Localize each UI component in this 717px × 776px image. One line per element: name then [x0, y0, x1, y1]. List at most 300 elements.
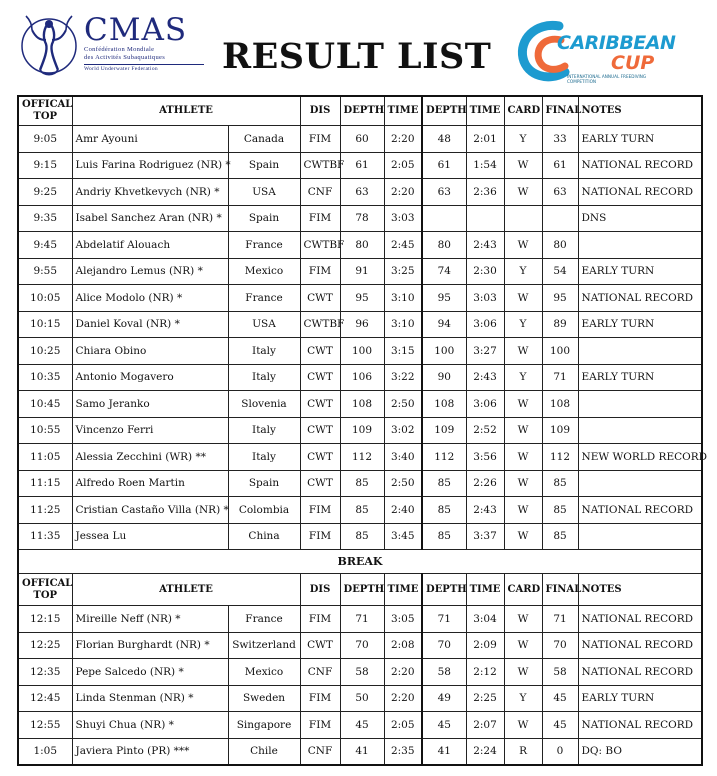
cell-depth: 50: [340, 685, 384, 712]
cell-athlete: Alejandro Lemus (NR) *: [72, 258, 228, 285]
cell-time2: 2:25: [466, 685, 504, 712]
cell-card: Y: [504, 126, 542, 153]
cell-final: 54: [542, 258, 578, 285]
cell-dis: CWTBF: [300, 311, 340, 338]
cell-top: 10:15: [18, 311, 72, 338]
table-header-row-2: [18, 574, 702, 606]
cell-time2: 3:06: [466, 391, 504, 418]
cell-depth2: 74: [422, 258, 466, 285]
cell-depth2: 49: [422, 685, 466, 712]
table-row: [18, 523, 702, 550]
cell-notes: [578, 232, 702, 259]
cell-final: 112: [542, 444, 578, 471]
cell-depth: 61: [340, 152, 384, 179]
cell-top: 11:35: [18, 523, 72, 550]
cell-final: 100: [542, 338, 578, 365]
cell-card: R: [504, 738, 542, 765]
cell-time: 3:22: [384, 364, 422, 391]
col-header-notes-2: NOTES: [578, 574, 702, 606]
col-header-depth: DEPTH: [340, 96, 384, 126]
cell-depth2: 48: [422, 126, 466, 153]
table-row: [18, 285, 702, 312]
table-row: [18, 258, 702, 285]
cell-time: 2:05: [384, 152, 422, 179]
cell-final: 108: [542, 391, 578, 418]
cell-card: W: [504, 285, 542, 312]
cell-time2: 3:27: [466, 338, 504, 365]
cell-depth: 85: [340, 470, 384, 497]
cell-depth2: 63: [422, 179, 466, 206]
table-header-row: [18, 96, 702, 126]
table-row: [18, 338, 702, 365]
cell-athlete: Isabel Sanchez Aran (NR) *: [72, 205, 228, 232]
cell-country: Canada: [228, 126, 300, 153]
cell-depth2: 61: [422, 152, 466, 179]
cell-athlete: Alfredo Roen Martin: [72, 470, 228, 497]
cell-time: 3:02: [384, 417, 422, 444]
cell-card: Y: [504, 364, 542, 391]
cell-final: 85: [542, 497, 578, 524]
cell-card: W: [504, 470, 542, 497]
cmas-subtitle-1: Confédération Mondiale: [84, 46, 155, 53]
page-title: RESULT LIST: [222, 36, 492, 77]
break-section: [18, 550, 702, 606]
table-row: [18, 311, 702, 338]
cell-time2: 2:07: [466, 712, 504, 739]
cell-top: 10:55: [18, 417, 72, 444]
table-row: [18, 685, 702, 712]
cell-country: France: [228, 606, 300, 633]
cell-top: 11:25: [18, 497, 72, 524]
cell-card: [504, 205, 542, 232]
cell-athlete: Chiara Obino: [72, 338, 228, 365]
col-header-card: CARD: [504, 96, 542, 126]
cell-top: 12:45: [18, 685, 72, 712]
cell-athlete: Mireille Neff (NR) *: [72, 606, 228, 633]
table-row: [18, 152, 702, 179]
cell-time2: 2:52: [466, 417, 504, 444]
cell-time: 3:15: [384, 338, 422, 365]
cell-time: 2:20: [384, 179, 422, 206]
cell-time: 3:05: [384, 606, 422, 633]
cell-top: 12:15: [18, 606, 72, 633]
break-label: BREAK: [18, 550, 702, 574]
cell-depth2: 70: [422, 632, 466, 659]
cell-dis: CNF: [300, 179, 340, 206]
cell-dis: CNF: [300, 738, 340, 765]
cell-final: 45: [542, 685, 578, 712]
cell-card: Y: [504, 311, 542, 338]
table-row: [18, 632, 702, 659]
cell-card: W: [504, 232, 542, 259]
cell-final: 95: [542, 285, 578, 312]
table-row: [18, 497, 702, 524]
cell-depth2: [422, 205, 466, 232]
col-header-card-2: CARD: [504, 574, 542, 606]
cell-depth: 112: [340, 444, 384, 471]
cell-country: Slovenia: [228, 391, 300, 418]
cell-depth2: 45: [422, 712, 466, 739]
cell-top: 9:45: [18, 232, 72, 259]
cell-time2: 3:04: [466, 606, 504, 633]
cell-final: [542, 205, 578, 232]
cell-athlete: Cristian Castaño Villa (NR) *: [72, 497, 228, 524]
cell-final: 58: [542, 659, 578, 686]
cell-depth2: 90: [422, 364, 466, 391]
cell-time2: 2:43: [466, 232, 504, 259]
cell-depth: 109: [340, 417, 384, 444]
cell-notes: DQ: BO: [578, 738, 702, 765]
cell-country: Colombia: [228, 497, 300, 524]
cell-notes: [578, 523, 702, 550]
col-header-time-result: TIME: [466, 96, 504, 126]
cell-time2: [466, 205, 504, 232]
cell-time: 2:50: [384, 470, 422, 497]
cell-depth: 63: [340, 179, 384, 206]
col-header-top-2: OFFICAL TOP: [18, 574, 72, 606]
page-header: [0, 0, 717, 92]
cell-dis: FIM: [300, 497, 340, 524]
cell-country: Italy: [228, 417, 300, 444]
cell-notes: NATIONAL RECORD: [578, 659, 702, 686]
group2-body: [18, 606, 702, 766]
cell-final: 71: [542, 364, 578, 391]
cell-final: 63: [542, 179, 578, 206]
cell-time2: 3:37: [466, 523, 504, 550]
col-header-depth-2: DEPTH: [340, 574, 384, 606]
cell-dis: CWTBF: [300, 232, 340, 259]
cell-depth: 96: [340, 311, 384, 338]
cell-depth: 85: [340, 523, 384, 550]
cell-depth: 78: [340, 205, 384, 232]
cell-depth2: 95: [422, 285, 466, 312]
cell-top: 10:45: [18, 391, 72, 418]
cell-time: 3:45: [384, 523, 422, 550]
cell-athlete: Samo Jeranko: [72, 391, 228, 418]
cell-card: W: [504, 338, 542, 365]
cell-athlete: Antonio Mogavero: [72, 364, 228, 391]
cell-notes: NATIONAL RECORD: [578, 632, 702, 659]
cell-athlete: Abdelatif Alouach: [72, 232, 228, 259]
cell-country: Spain: [228, 205, 300, 232]
cell-country: Switzerland: [228, 632, 300, 659]
col-header-time-result-2: TIME: [466, 574, 504, 606]
cell-final: 85: [542, 523, 578, 550]
caribbean-tagline: INTERNATIONAL ANNUAL FREEDIVING COMPETITION: [567, 74, 647, 84]
cell-country: Singapore: [228, 712, 300, 739]
table-row: [18, 126, 702, 153]
break-row: [18, 550, 702, 574]
cell-dis: CWT: [300, 444, 340, 471]
cell-notes: NATIONAL RECORD: [578, 152, 702, 179]
cell-card: W: [504, 497, 542, 524]
cmas-logo: [18, 10, 198, 84]
cell-card: W: [504, 391, 542, 418]
col-header-dis: DIS: [300, 96, 340, 126]
cell-depth: 80: [340, 232, 384, 259]
cell-time: 2:20: [384, 126, 422, 153]
cell-top: 9:55: [18, 258, 72, 285]
cell-final: 70: [542, 632, 578, 659]
col-header-final-2: FINAL: [542, 574, 578, 606]
cell-depth: 45: [340, 712, 384, 739]
cell-depth2: 112: [422, 444, 466, 471]
cell-country: Mexico: [228, 258, 300, 285]
cell-notes: [578, 391, 702, 418]
cell-athlete: Vincenzo Ferri: [72, 417, 228, 444]
cell-athlete: Shuyi Chua (NR) *: [72, 712, 228, 739]
cell-top: 11:05: [18, 444, 72, 471]
cell-time2: 2:26: [466, 470, 504, 497]
cmas-subtitle-2: des Activités Subaquatiques: [84, 54, 166, 61]
cell-time: 3:10: [384, 285, 422, 312]
table-row: [18, 738, 702, 765]
cell-dis: FIM: [300, 258, 340, 285]
cell-final: 33: [542, 126, 578, 153]
col-header-notes: NOTES: [578, 96, 702, 126]
cell-time2: 3:06: [466, 311, 504, 338]
cell-notes: EARLY TURN: [578, 685, 702, 712]
cell-time2: 3:56: [466, 444, 504, 471]
cell-final: 109: [542, 417, 578, 444]
cell-athlete: Florian Burghardt (NR) *: [72, 632, 228, 659]
table-row: [18, 391, 702, 418]
cell-card: W: [504, 632, 542, 659]
cell-depth2: 85: [422, 470, 466, 497]
table-row: [18, 364, 702, 391]
cell-notes: DNS: [578, 205, 702, 232]
cell-depth: 106: [340, 364, 384, 391]
cell-country: Spain: [228, 152, 300, 179]
table-row: [18, 712, 702, 739]
cell-final: 85: [542, 470, 578, 497]
cell-top: 1:05: [18, 738, 72, 765]
cell-dis: CWT: [300, 632, 340, 659]
cell-card: W: [504, 417, 542, 444]
cell-card: W: [504, 152, 542, 179]
cell-dis: CWT: [300, 285, 340, 312]
cell-card: Y: [504, 685, 542, 712]
cell-athlete: Luis Farina Rodriguez (NR) *: [72, 152, 228, 179]
cell-country: Spain: [228, 470, 300, 497]
cell-time: 3:25: [384, 258, 422, 285]
cell-notes: EARLY TURN: [578, 364, 702, 391]
cell-depth: 91: [340, 258, 384, 285]
cell-dis: CWT: [300, 470, 340, 497]
cell-notes: NATIONAL RECORD: [578, 285, 702, 312]
cell-card: Y: [504, 258, 542, 285]
cell-top: 9:35: [18, 205, 72, 232]
cell-notes: EARLY TURN: [578, 126, 702, 153]
cell-notes: NATIONAL RECORD: [578, 497, 702, 524]
cell-card: W: [504, 444, 542, 471]
cell-athlete: Javiera Pinto (PR) ***: [72, 738, 228, 765]
cell-top: 12:25: [18, 632, 72, 659]
cell-top: 12:35: [18, 659, 72, 686]
cell-notes: NATIONAL RECORD: [578, 606, 702, 633]
cell-final: 80: [542, 232, 578, 259]
cell-depth2: 58: [422, 659, 466, 686]
cell-final: 0: [542, 738, 578, 765]
cmas-wordmark: CMAS: [84, 12, 188, 48]
cell-dis: FIM: [300, 712, 340, 739]
cell-athlete: Andriy Khvetkevych (NR) *: [72, 179, 228, 206]
cell-depth2: 108: [422, 391, 466, 418]
col-header-final: FINAL: [542, 96, 578, 126]
cell-time: 3:03: [384, 205, 422, 232]
cmas-mermaid-icon: [18, 10, 80, 84]
table-row: [18, 444, 702, 471]
cell-country: USA: [228, 179, 300, 206]
cell-dis: FIM: [300, 523, 340, 550]
cell-top: 10:05: [18, 285, 72, 312]
cell-country: France: [228, 232, 300, 259]
cell-depth: 41: [340, 738, 384, 765]
cell-athlete: Daniel Koval (NR) *: [72, 311, 228, 338]
cell-dis: CWTBF: [300, 152, 340, 179]
cell-athlete: Alessia Zecchini (WR) **: [72, 444, 228, 471]
col-header-depth-result: DEPTH: [422, 96, 466, 126]
cell-depth: 60: [340, 126, 384, 153]
cell-time2: 2:43: [466, 497, 504, 524]
cell-dis: FIM: [300, 205, 340, 232]
caribbean-wordmark: CARIBBEAN: [557, 32, 676, 54]
cell-final: 71: [542, 606, 578, 633]
cell-time: 2:20: [384, 685, 422, 712]
cell-time2: 2:24: [466, 738, 504, 765]
cell-time: 2:50: [384, 391, 422, 418]
cell-time2: 2:30: [466, 258, 504, 285]
cell-athlete: Linda Stenman (NR) *: [72, 685, 228, 712]
cell-top: 10:25: [18, 338, 72, 365]
cell-time: 2:35: [384, 738, 422, 765]
cell-card: W: [504, 523, 542, 550]
cell-notes: [578, 417, 702, 444]
cell-depth2: 100: [422, 338, 466, 365]
cell-time2: 2:43: [466, 364, 504, 391]
cell-athlete: Pepe Salcedo (NR) *: [72, 659, 228, 686]
cell-country: USA: [228, 311, 300, 338]
cell-notes: EARLY TURN: [578, 258, 702, 285]
cell-dis: CWT: [300, 364, 340, 391]
table-row: [18, 470, 702, 497]
cell-final: 61: [542, 152, 578, 179]
group1-body: [18, 126, 708, 550]
cell-time: 2:40: [384, 497, 422, 524]
cell-card: W: [504, 179, 542, 206]
cell-dis: FIM: [300, 126, 340, 153]
cell-time: 2:20: [384, 659, 422, 686]
cell-time: 2:08: [384, 632, 422, 659]
cell-athlete: Jessea Lu: [72, 523, 228, 550]
cell-top: 12:55: [18, 712, 72, 739]
cell-country: Mexico: [228, 659, 300, 686]
cell-final: 89: [542, 311, 578, 338]
cell-top: 10:35: [18, 364, 72, 391]
table-row: [18, 232, 702, 259]
cell-top: 9:15: [18, 152, 72, 179]
col-header-time-2: TIME: [384, 574, 422, 606]
cell-country: Italy: [228, 338, 300, 365]
cell-dis: CWT: [300, 391, 340, 418]
cell-top: 11:15: [18, 470, 72, 497]
cell-country: China: [228, 523, 300, 550]
cell-notes: [578, 470, 702, 497]
cell-athlete: Alice Modolo (NR) *: [72, 285, 228, 312]
result-table: [17, 95, 708, 766]
cell-depth: 85: [340, 497, 384, 524]
cell-top: 9:25: [18, 179, 72, 206]
cell-depth2: 85: [422, 497, 466, 524]
cell-depth: 71: [340, 606, 384, 633]
cell-notes: NEW WORLD RECORD: [578, 444, 702, 471]
caribbean-cup-logo: [515, 18, 675, 86]
cell-time2: 2:09: [466, 632, 504, 659]
cell-depth: 108: [340, 391, 384, 418]
cell-depth2: 85: [422, 523, 466, 550]
cell-time2: 2:12: [466, 659, 504, 686]
cell-card: W: [504, 659, 542, 686]
col-header-dis-2: DIS: [300, 574, 340, 606]
cell-notes: [578, 338, 702, 365]
cell-depth2: 71: [422, 606, 466, 633]
cell-depth: 95: [340, 285, 384, 312]
cell-depth: 70: [340, 632, 384, 659]
cell-dis: FIM: [300, 685, 340, 712]
cell-card: W: [504, 712, 542, 739]
cell-notes: NATIONAL RECORD: [578, 179, 702, 206]
cell-notes: NATIONAL RECORD: [578, 712, 702, 739]
cell-country: France: [228, 285, 300, 312]
cell-country: Chile: [228, 738, 300, 765]
cell-time2: 2:01: [466, 126, 504, 153]
cell-dis: CWT: [300, 417, 340, 444]
col-header-time: TIME: [384, 96, 422, 126]
cell-top: 9:05: [18, 126, 72, 153]
cell-depth2: 41: [422, 738, 466, 765]
cell-notes: EARLY TURN: [578, 311, 702, 338]
cell-depth2: 94: [422, 311, 466, 338]
cell-depth: 58: [340, 659, 384, 686]
cell-dis: FIM: [300, 606, 340, 633]
cell-time2: 1:54: [466, 152, 504, 179]
cell-country: Sweden: [228, 685, 300, 712]
cell-time: 3:10: [384, 311, 422, 338]
cell-dis: CNF: [300, 659, 340, 686]
cell-dis: CWT: [300, 338, 340, 365]
cell-depth2: 109: [422, 417, 466, 444]
cell-time: 2:45: [384, 232, 422, 259]
col-header-athlete: ATHLETE: [72, 96, 300, 126]
cell-time: 3:40: [384, 444, 422, 471]
table-row: [18, 417, 702, 444]
table-row: [18, 205, 702, 232]
cell-country: Italy: [228, 444, 300, 471]
table-row: [18, 179, 702, 206]
cell-time: 2:05: [384, 712, 422, 739]
cell-depth2: 80: [422, 232, 466, 259]
cell-country: Italy: [228, 364, 300, 391]
cell-time2: 3:03: [466, 285, 504, 312]
table-row: [18, 659, 702, 686]
cell-final: 45: [542, 712, 578, 739]
col-header-athlete-2: ATHLETE: [72, 574, 300, 606]
cup-wordmark: CUP: [611, 52, 655, 74]
table-row: [18, 606, 702, 633]
cell-athlete: Amr Ayouni: [72, 126, 228, 153]
col-header-depth-result-2: DEPTH: [422, 574, 466, 606]
cell-depth: 100: [340, 338, 384, 365]
